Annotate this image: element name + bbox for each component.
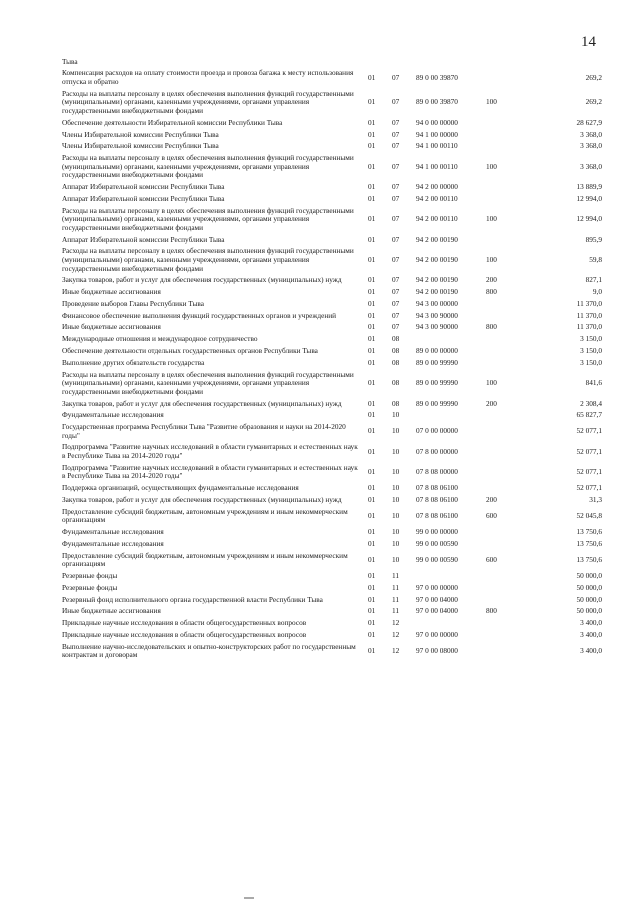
budget-table-body (62, 56, 602, 662)
row-subsection: 07 (392, 193, 400, 203)
row-expense-type (486, 594, 516, 606)
row-name: Закупка товаров, работ и услуг для обеспечения государственных (муниципальных) нужд (62, 398, 342, 408)
row-subsection: 07 (392, 129, 400, 139)
row-expense-type (486, 357, 516, 369)
row-subsection: 07 (392, 275, 400, 285)
row-subsection: 07 (392, 310, 400, 320)
row-section (368, 56, 392, 68)
row-section: 01 (368, 426, 376, 436)
page-number: 14 (581, 34, 596, 50)
row-name: Предоставление субсидий бюджетным, автономным учреждениям и иным некоммерческим организациям (62, 506, 348, 525)
table-row (62, 629, 602, 641)
row-section: 01 (368, 511, 376, 521)
row-name: Выполнение научно-исследовательских и опытно-конструкторских работ по государственным контрактам и договорам (62, 641, 356, 660)
row-amount: 841,6 (585, 378, 602, 388)
row-amount (516, 56, 602, 68)
row-amount: 3 368,0 (580, 161, 602, 171)
row-section: 01 (368, 630, 376, 639)
row-name: Фундаментальные исследования (62, 527, 164, 537)
table-row (62, 56, 602, 68)
row-expense-type: 200 (486, 495, 497, 504)
table-row (62, 129, 602, 141)
row-amount: 50 000,0 (576, 606, 602, 616)
row-subsection: 10 (392, 446, 400, 456)
row-target-article (416, 56, 486, 68)
row-amount: 52 077,1 (576, 483, 602, 493)
row-name: Тыва (62, 56, 78, 66)
table-row (62, 506, 602, 526)
row-target-article (416, 618, 486, 630)
row-amount: 50 000,0 (576, 571, 602, 581)
row-section: 01 (368, 117, 376, 127)
row-section: 01 (368, 495, 376, 504)
row-amount: 2 308,4 (580, 398, 602, 408)
row-amount: 827,1 (585, 275, 602, 285)
row-section: 01 (368, 378, 376, 388)
table-row (62, 141, 602, 153)
table-row (62, 527, 602, 539)
row-section: 01 (368, 606, 376, 616)
row-subsection: 07 (392, 117, 400, 127)
table-row (62, 117, 602, 129)
table-row (62, 205, 602, 234)
row-amount: 28 627,9 (576, 117, 602, 127)
row-subsection: 11 (392, 606, 400, 616)
row-name: Резервный фонд исполнительного органа государственной власти Республики Тыва (62, 594, 323, 604)
row-name: Фундаментальные исследования (62, 410, 164, 420)
row-target-article: 97 0 00 00000 (416, 582, 458, 592)
row-name: Иные бюджетные ассигнования (62, 322, 161, 332)
row-expense-type (486, 422, 516, 442)
row-subsection: 07 (392, 254, 400, 264)
row-target-article: 94 2 00 00190 (416, 287, 458, 297)
row-amount: 3 368,0 (580, 129, 602, 139)
row-subsection: 10 (392, 527, 400, 537)
table-row (62, 594, 602, 606)
row-section: 01 (368, 161, 376, 171)
row-target-article: 89 0 00 39870 (416, 97, 458, 107)
row-name: Выполнение других обязательств государства (62, 357, 205, 367)
row-target-article: 89 0 00 39870 (416, 72, 458, 82)
row-expense-type: 600 (486, 511, 497, 521)
row-expense-type: 100 (486, 97, 497, 107)
row-section: 01 (368, 287, 376, 297)
table-row (62, 422, 602, 442)
row-target-article: 07 8 08 00000 (416, 467, 458, 477)
row-amount: 13 889,9 (576, 182, 602, 192)
budget-table (62, 56, 602, 662)
row-section: 01 (368, 298, 376, 308)
row-expense-type: 100 (486, 161, 497, 171)
row-amount: 12 994,0 (576, 193, 602, 203)
row-subsection: 07 (392, 182, 400, 192)
table-row (62, 287, 602, 299)
row-target-article (416, 334, 486, 346)
row-subsection: 11 (392, 582, 400, 592)
row-section: 01 (368, 182, 376, 192)
row-expense-type (486, 582, 516, 594)
row-amount: 269,2 (585, 72, 602, 82)
row-subsection: 07 (392, 298, 400, 308)
row-amount: 11 370,0 (576, 298, 602, 308)
table-row (62, 334, 602, 346)
row-subsection: 12 (392, 618, 400, 628)
table-row (62, 606, 602, 618)
row-subsection: 10 (392, 426, 400, 436)
row-expense-type (486, 571, 516, 583)
row-section: 01 (368, 571, 376, 581)
table-row (62, 462, 602, 482)
row-expense-type (486, 234, 516, 246)
row-subsection: 07 (392, 141, 400, 151)
row-section: 01 (368, 322, 376, 332)
row-amount: 13 750,6 (576, 527, 602, 537)
row-section: 01 (368, 594, 376, 604)
row-expense-type (486, 345, 516, 357)
row-subsection: 08 (392, 398, 400, 408)
table-row (62, 641, 602, 661)
row-subsection: 11 (392, 594, 400, 604)
row-subsection: 08 (392, 357, 400, 367)
row-name: Финансовое обеспечение выполнения функций государственных органов и учреждений (62, 310, 337, 320)
row-expense-type: 800 (486, 287, 497, 297)
row-amount: 269,2 (585, 97, 602, 107)
row-name: Подпрограмма "Развитие научных исследований в области гуманитарных и естественных наук в Республике Тыва на 2014-2020 годы" (62, 442, 358, 461)
row-amount: 13 750,6 (576, 555, 602, 565)
row-expense-type: 100 (486, 214, 497, 224)
table-row (62, 68, 602, 88)
row-expense-type (486, 141, 516, 153)
row-expense-type: 200 (486, 275, 497, 285)
row-subsection: 10 (392, 467, 400, 477)
row-expense-type: 100 (486, 254, 497, 264)
row-target-article: 94 3 00 00000 (416, 298, 458, 308)
row-target-article: 07 8 08 06100 (416, 511, 458, 521)
row-section: 01 (368, 72, 376, 82)
row-name: Обеспечение деятельности Избирательной комиссии Республики Тыва (62, 117, 283, 127)
row-amount: 65 827,7 (576, 410, 602, 420)
row-expense-type (486, 68, 516, 88)
row-name: Аппарат Избирательной комиссии Республики Тыва (62, 182, 225, 192)
table-row (62, 88, 602, 117)
row-amount: 52 077,1 (576, 426, 602, 436)
row-target-article: 07 0 00 00000 (416, 426, 458, 436)
row-subsection: 08 (392, 346, 400, 355)
table-row (62, 310, 602, 322)
row-expense-type (486, 618, 516, 630)
table-row (62, 152, 602, 181)
row-expense-type (486, 193, 516, 205)
row-name: Члены Избирательной комиссии Республики Тыва (62, 129, 219, 139)
row-name: Расходы на выплаты персоналу в целях обеспечения выполнения функций государственными (муниципальными) органами, казенными учреждениями, органами управления государственными внебюджетными фондами (62, 369, 354, 396)
row-amount: 9,0 (592, 287, 602, 297)
row-section: 01 (368, 310, 376, 320)
row-expense-type (486, 410, 516, 422)
row-name: Фундаментальные исследования (62, 538, 164, 548)
row-target-article: 99 0 00 00000 (416, 527, 458, 537)
row-target-article: 07 8 08 06100 (416, 495, 458, 504)
table-row (62, 538, 602, 550)
row-subsection: 08 (392, 378, 400, 388)
table-row (62, 550, 602, 570)
row-amount: 52 045,8 (576, 511, 602, 521)
row-expense-type: 800 (486, 322, 497, 332)
row-section: 01 (368, 346, 376, 355)
row-target-article: 97 0 00 00000 (416, 630, 458, 639)
row-target-article: 99 0 00 00590 (416, 555, 458, 565)
table-row (62, 275, 602, 287)
row-section: 01 (368, 275, 376, 285)
row-amount: 59,8 (589, 254, 602, 264)
row-name: Аппарат Избирательной комиссии Республики Тыва (62, 234, 225, 244)
row-subsection: 10 (392, 410, 400, 420)
row-expense-type (486, 56, 516, 68)
row-target-article (416, 410, 486, 422)
row-target-article: 94 3 00 90000 (416, 322, 458, 332)
row-section: 01 (368, 357, 376, 367)
row-name: Поддержка организаций, осуществляющих фундаментальные исследования (62, 483, 299, 493)
row-subsection: 07 (392, 322, 400, 332)
row-name: Расходы на выплаты персоналу в целях обеспечения выполнения функций государственными (муниципальными) органами, казенными учреждениями, органами управления государственными внебюджетными фондами (62, 205, 354, 232)
row-subsection (392, 56, 416, 68)
row-expense-type (486, 442, 516, 462)
row-expense-type (486, 483, 516, 495)
row-section: 01 (368, 334, 376, 344)
row-expense-type (486, 538, 516, 550)
table-row (62, 234, 602, 246)
row-name: Расходы на выплаты персоналу в целях обеспечения выполнения функций государственными (муниципальными) органами, казенными учреждениями, органами управления государственными внебюджетными фондами (62, 153, 354, 180)
row-target-article: 97 0 00 04000 (416, 594, 458, 604)
row-subsection: 10 (392, 495, 400, 504)
row-subsection: 07 (392, 287, 400, 297)
row-target-article: 94 2 00 00190 (416, 275, 458, 285)
row-target-article: 97 0 00 04000 (416, 606, 458, 616)
row-name: Члены Избирательной комиссии Республики Тыва (62, 141, 219, 151)
table-row (62, 494, 602, 506)
row-target-article: 94 2 00 00110 (416, 214, 458, 224)
row-section: 01 (368, 410, 376, 420)
row-section: 01 (368, 467, 376, 477)
row-name: Прикладные научные исследования в области общегосударственных вопросов (62, 618, 307, 628)
row-target-article: 07 8 08 06100 (416, 483, 458, 493)
row-target-article: 94 2 00 00190 (416, 234, 458, 244)
row-target-article: 97 0 00 08000 (416, 646, 458, 656)
row-name: Закупка товаров, работ и услуг для обеспечения государственных (муниципальных) нужд (62, 275, 342, 285)
row-amount: 3 400,0 (580, 630, 602, 639)
row-section: 01 (368, 97, 376, 107)
row-target-article: 94 3 00 90000 (416, 310, 458, 320)
scan-mark (244, 897, 254, 899)
row-target-article (416, 571, 486, 583)
row-expense-type: 800 (486, 606, 497, 616)
row-name: Закупка товаров, работ и услуг для обеспечения государственных (муниципальных) нужд (62, 495, 342, 504)
row-section: 01 (368, 193, 376, 203)
row-subsection: 07 (392, 97, 400, 107)
row-section: 01 (368, 538, 376, 548)
row-expense-type (486, 181, 516, 193)
row-section: 01 (368, 446, 376, 456)
row-target-article: 89 0 00 99990 (416, 357, 458, 367)
row-target-article: 89 0 00 99990 (416, 398, 458, 408)
row-section: 01 (368, 129, 376, 139)
row-target-article: 89 0 00 00000 (416, 346, 458, 355)
row-amount: 50 000,0 (576, 594, 602, 604)
row-subsection: 12 (392, 630, 400, 639)
table-row (62, 442, 602, 462)
row-amount: 12 994,0 (576, 214, 602, 224)
table-row (62, 410, 602, 422)
row-amount: 3 150,0 (580, 334, 602, 344)
row-name: Иные бюджетные ассигнования (62, 606, 161, 616)
row-expense-type (486, 641, 516, 661)
row-subsection: 12 (392, 646, 400, 656)
row-amount: 3 150,0 (580, 346, 602, 355)
row-target-article: 94 1 00 00110 (416, 141, 458, 151)
row-target-article: 94 1 00 00000 (416, 129, 458, 139)
row-subsection: 07 (392, 214, 400, 224)
row-expense-type (486, 629, 516, 641)
row-section: 01 (368, 141, 376, 151)
row-section: 01 (368, 527, 376, 537)
row-name: Проведение выборов Главы Республики Тыва (62, 298, 204, 308)
row-name: Предоставление субсидий бюджетным, автономным учреждениям и иным некоммерческим организациям (62, 550, 348, 569)
row-expense-type: 200 (486, 398, 497, 408)
row-amount: 3 400,0 (580, 646, 602, 656)
row-amount: 13 750,6 (576, 538, 602, 548)
row-name: Прикладные научные исследования в области общегосударственных вопросов (62, 630, 307, 639)
table-row (62, 322, 602, 334)
row-amount: 3 150,0 (580, 357, 602, 367)
row-section: 01 (368, 254, 376, 264)
row-name: Иные бюджетные ассигнования (62, 287, 161, 297)
row-amount: 52 077,1 (576, 467, 602, 477)
row-subsection: 07 (392, 72, 400, 82)
row-target-article: 99 0 00 00590 (416, 538, 458, 548)
row-name: Компенсация расходов на оплату стоимости проезда и провоза багажа к месту использования отпуска и обратно (62, 68, 354, 86)
row-expense-type (486, 334, 516, 346)
row-name: Резервные фонды (62, 571, 118, 581)
table-row (62, 345, 602, 357)
row-name: Аппарат Избирательной комиссии Республики Тыва (62, 193, 225, 203)
row-subsection: 10 (392, 483, 400, 493)
table-row (62, 483, 602, 495)
row-section: 01 (368, 618, 376, 628)
row-amount: 52 077,1 (576, 446, 602, 456)
row-amount: 50 000,0 (576, 582, 602, 592)
row-amount: 31,3 (589, 495, 602, 504)
row-section: 01 (368, 398, 376, 408)
table-row (62, 369, 602, 398)
row-target-article: 94 0 00 00000 (416, 117, 458, 127)
row-name: Обеспечение деятельности отдельных государственных органов Республики Тыва (62, 346, 318, 355)
row-target-article: 94 1 00 00110 (416, 161, 458, 171)
row-subsection: 07 (392, 161, 400, 171)
row-expense-type: 600 (486, 555, 497, 565)
row-subsection: 10 (392, 511, 400, 521)
table-row (62, 582, 602, 594)
row-expense-type: 100 (486, 378, 497, 388)
row-target-article: 07 8 00 00000 (416, 446, 458, 456)
row-section: 01 (368, 234, 376, 244)
row-amount: 3 400,0 (580, 618, 602, 628)
table-row (62, 618, 602, 630)
row-expense-type (486, 310, 516, 322)
row-name: Государственная программа Республики Тыва "Развитие образования и науки на 2014-2020 годы" (62, 422, 346, 440)
row-section: 01 (368, 214, 376, 224)
row-amount: 11 370,0 (576, 310, 602, 320)
row-name: Расходы на выплаты персоналу в целях обеспечения выполнения функций государственными (муниципальными) органами, казенными учреждениями, органами управления государственными внебюджетными фондами (62, 88, 354, 115)
row-subsection: 10 (392, 555, 400, 565)
row-expense-type (486, 462, 516, 482)
row-expense-type (486, 527, 516, 539)
row-name: Международные отношения и международное сотрудничество (62, 334, 258, 344)
row-target-article: 94 2 00 00110 (416, 193, 458, 203)
row-target-article: 89 0 00 99990 (416, 378, 458, 388)
row-name: Резервные фонды (62, 582, 118, 592)
row-section: 01 (368, 483, 376, 493)
table-row (62, 193, 602, 205)
table-row (62, 246, 602, 275)
table-row (62, 398, 602, 410)
table-row (62, 298, 602, 310)
row-subsection: 08 (392, 334, 400, 344)
row-expense-type (486, 129, 516, 141)
table-row (62, 181, 602, 193)
row-amount: 895,9 (585, 234, 602, 244)
row-subsection: 10 (392, 538, 400, 548)
row-target-article: 94 2 00 00190 (416, 254, 458, 264)
row-amount: 3 368,0 (580, 141, 602, 151)
row-subsection: 07 (392, 234, 400, 244)
table-row (62, 571, 602, 583)
row-expense-type (486, 117, 516, 129)
row-section: 01 (368, 555, 376, 565)
row-target-article: 94 2 00 00000 (416, 182, 458, 192)
row-amount: 11 370,0 (576, 322, 602, 332)
row-expense-type (486, 298, 516, 310)
row-name: Подпрограмма "Развитие научных исследований в области гуманитарных и естественных наук в Республике Тыва на 2014-2020 годы" (62, 462, 358, 481)
row-subsection: 11 (392, 571, 400, 581)
row-section: 01 (368, 582, 376, 592)
table-row (62, 357, 602, 369)
row-section: 01 (368, 646, 376, 656)
row-name: Расходы на выплаты персоналу в целях обеспечения выполнения функций государственными (муниципальными) органами, казенными учреждениями, органами управления государственными внебюджетными фондами (62, 246, 354, 273)
